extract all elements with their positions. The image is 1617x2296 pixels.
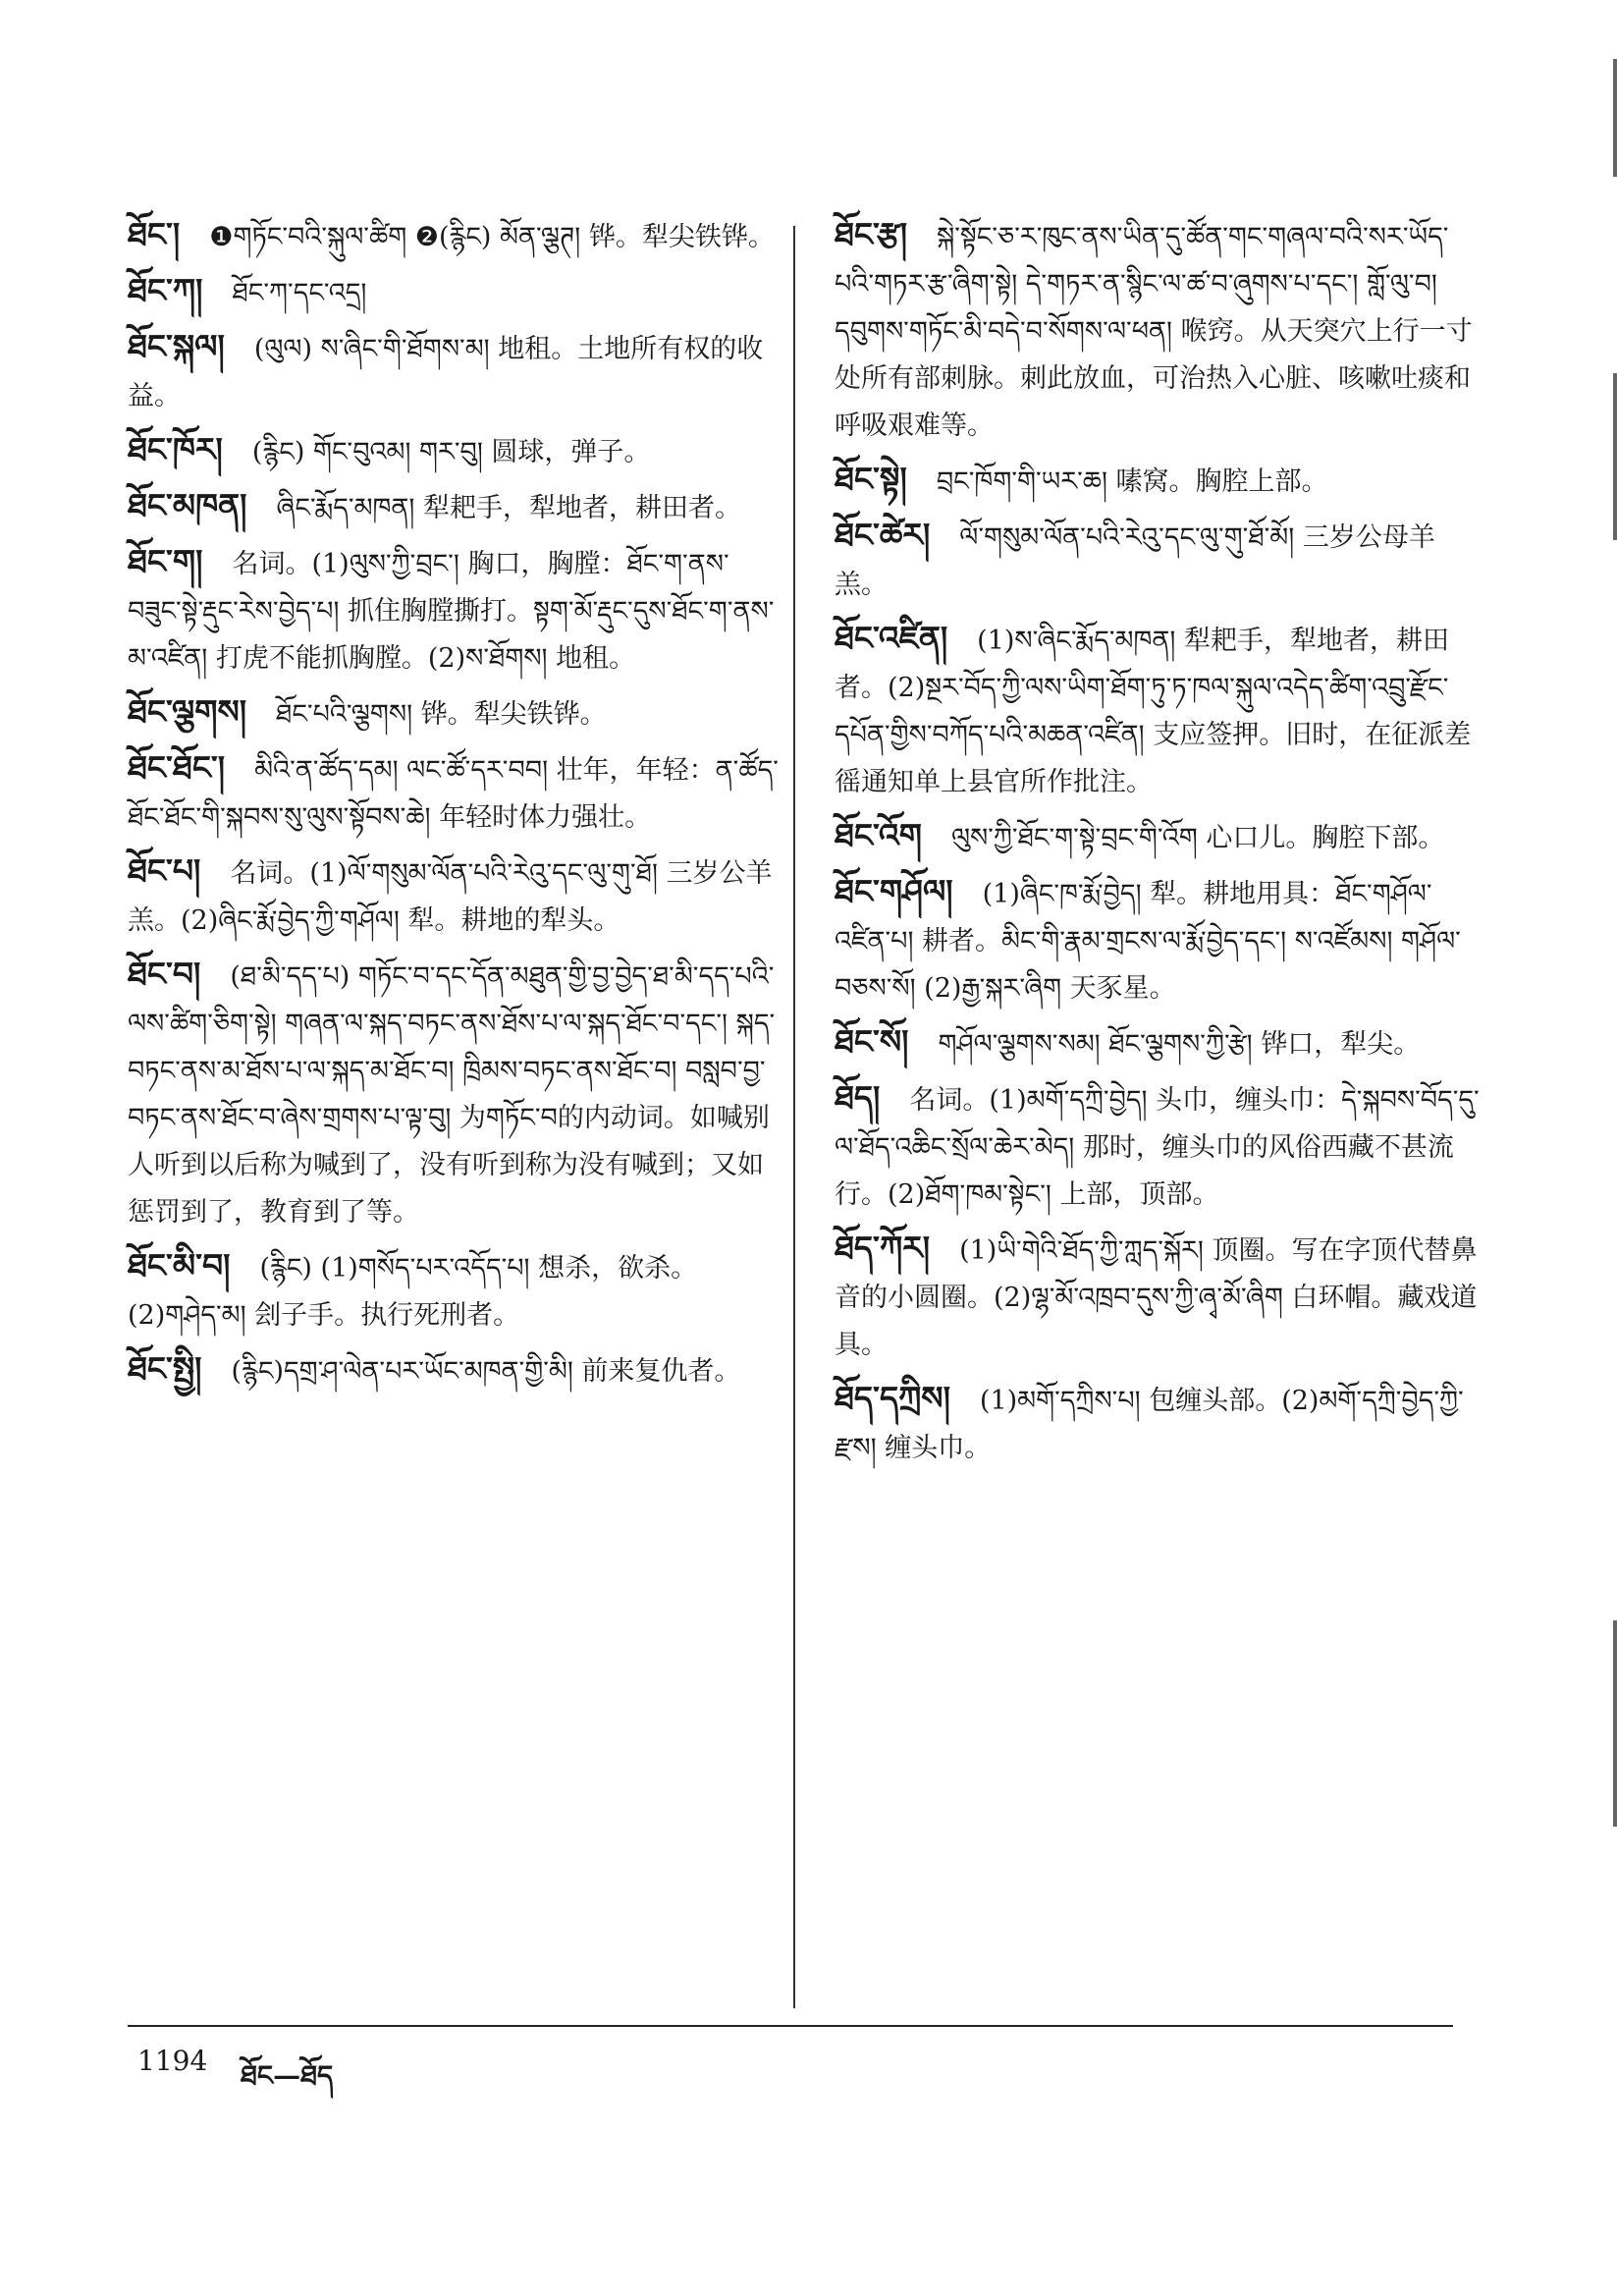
page-number: 1194 — [137, 2045, 208, 2077]
definition: (1)ཡི་གེའི་ཐོད་ཀྱི་ཀླད་སྐོར། 顶圈。写在字顶代替鼻音的小圆圈。(2)ལྷ་མོ་འཁྲབ་དུས་ཀྱི་ཞྭ་མོ་ཞིག 白环帽。藏戏道具。 — [835, 1235, 1478, 1360]
dictionary-entry — [835, 615, 1482, 806]
dictionary-entry — [128, 847, 781, 945]
dictionary-entry — [128, 1345, 781, 1395]
definition: (1)ཞིང་ཁ་རྨོ་བྱེད། 犁。耕地用具：ཐོང་གཤོལ་འཛིན་པ། 耕者。མིང་གི་རྣམ་གྲངས་ལ་རྨོ་བྱེད་དང་། ས་འཛོམས། གཤོལ་བཅས་སོ། (2)རྒྱ་སྐར་ཞིག 天豕星。 — [835, 879, 1461, 1004]
definition: (རྙིང) (1)གསོད་པར་འདོད་པ། 想杀，欲杀。(2)གཤེད་མ། 刽子手。执行死刑者。 — [128, 1253, 698, 1331]
definition: 名词。(1)ལོ་གསུམ་ལོན་པའི་རེའུ་དང་ལུ་གུ་ཐོ། 三岁公羊羔。(2)ཞིང་རྨོ་བྱེད་ཀྱི་གཤོལ། 犁。耕地的犁头。 — [128, 858, 773, 936]
footer-rule — [128, 2025, 1453, 2027]
definition: (ལུལ) ས་ཞིང་གི་ཐོགས་མ། 地租。土地所有权的收益。 — [128, 334, 764, 411]
dictionary-entry — [128, 744, 781, 842]
dictionary-entry — [835, 1074, 1482, 1219]
dictionary-entry — [128, 538, 781, 683]
scan-edge-mark — [1613, 1620, 1617, 1827]
dictionary-entry — [835, 512, 1482, 609]
headword: ཐོང་འཛིན། — [835, 619, 948, 657]
definition: (རྙིང) གོང་བུའམ། གར་བུ། 圆球，弹子。 — [251, 437, 651, 467]
dictionary-entry — [835, 456, 1482, 506]
scan-edge-mark — [1613, 373, 1617, 540]
headword: ཐོང་ཚེར། — [835, 516, 931, 554]
dictionary-entry — [128, 951, 781, 1236]
dictionary-entry — [128, 482, 781, 532]
headword: ཐོང་ལྕགས། — [128, 692, 247, 731]
dictionary-entry — [835, 812, 1482, 862]
definition: 名词。(1)མགོ་དཀྲི་བྱེད། 头巾，缠头巾：དེ་སྐབས་བོད་དུ་ལ་ཐོད་འཆིང་སྲོལ་ཆེར་མེད། 那时，缠头巾的风俗西藏不甚流行。(2)ཐོག་ཁམ་སྟེང་། 上部，顶部。 — [835, 1085, 1480, 1210]
definition: (རྙིང)དགྲ་ཤ་ལེན་པར་ཡོང་མཁན་གྱི་མི། 前来复仇者。 — [231, 1356, 741, 1387]
definition: ལུས་ཀྱི་ཐོང་ག་སྟེ་བྲང་གི་འོག 心口儿。胸腔下部。 — [950, 823, 1445, 853]
headword: ཐོང་། — [128, 215, 181, 253]
dictionary-entry — [835, 211, 1482, 450]
definition: (1)མགོ་དཀྲིས་པ། 包缠头部。(2)མགོ་དཀྲི་བྱེད་ཀྱི་རྫས། 缠头巾。 — [835, 1386, 1464, 1463]
dictionary-entry — [128, 267, 781, 317]
headword: ཐོང་རྩ། — [835, 215, 908, 253]
dictionary-entry — [835, 868, 1482, 1012]
headword: ཐོང་སོ། — [835, 1022, 909, 1061]
dictionary-entry — [128, 323, 781, 420]
definition: 名词。(1)ལུས་ཀྱི་བྲང་། 胸口，胸膛：ཐོང་ག་ནས་བཟུང་སྟེ་རྡུང་རེས་བྱེད་པ། 抓住胸膛撕打。སྟག་མོ་རྡུང་དུས་ཐོང་ག་ནས་མ་འཛིན། 打虎不能抓胸膛。(2)ས་ཐོགས། 地租。 — [128, 549, 775, 674]
dictionary-entry — [128, 688, 781, 738]
dictionary-entry — [128, 426, 781, 476]
dictionary-entry — [835, 1018, 1482, 1068]
definition: བྲང་ཁོག་གི་ཡར་ཆ། 嗉窝。胸腔上部。 — [936, 466, 1328, 497]
definition: ཐོང་པའི་ལྕགས། 铧。犁尖铁铧。 — [276, 699, 607, 730]
running-head: ཐོང—ཐོད — [241, 2059, 334, 2092]
definition: ཞིང་རྨོད་མཁན། 犁耙手，犁地者，耕田者。 — [276, 493, 742, 523]
headword: ཐོང་པ། — [128, 851, 201, 890]
scan-edge-mark — [1613, 59, 1617, 177]
definition: (ཐ་མི་དད་པ) གཏོང་བ་དང་དོན་མཐུན་གྱི་བྱ་བྱེད་ཐ་མི་དད་པའི་ལས་ཚིག་ཅིག་སྟེ། གཞན་ལ་སྐད་བཏང་ནས་ཐོས་པ་ལ་སྐད་ཐོང་བ་དང་། སྐད་བཏང་ནས་མ་ཐོས་པ་ལ་སྐད་མ་ཐོང་བ། ཁྲིམས་བཏང་ནས་ཐོང་བ། བསླབ་བྱ་བཏང་ནས་ཐོང་བ་ཞེས་གྲགས་པ་ལྟ་བུ། 为གཏོང་བ的内动词。如喊别人听到以后称为喊到了，没有听到称为没有喊到；又如惩罚到了，教育到了等。 — [128, 961, 776, 1228]
headword: ཐོད་དཀྲིས། — [835, 1379, 950, 1417]
definition: ཐོང་ཀ་དང་འདྲ། — [232, 278, 367, 308]
headword: ཐོང་སྤྱི། — [128, 1349, 202, 1388]
headword: ཐོང་ག། — [128, 542, 203, 580]
definition: ❶གཏོང་བའི་སྐུལ་ཚིག ❷(རྙིང) མོན་ལྕཊ། 铧。犁尖铁铧。 — [209, 222, 775, 252]
right-column — [835, 211, 1482, 1478]
definition: གཤོལ་ལྕགས་སམ། ཐོང་ལྕགས་ཀྱི་རྩེ། 铧口，犁尖。 — [938, 1029, 1421, 1060]
dictionary-entry — [835, 1225, 1482, 1369]
headword: ཐོང་བ། — [128, 955, 201, 993]
headword: ཐོང་ཁོར། — [128, 430, 223, 468]
left-column — [128, 211, 781, 1401]
headword: ཐོད། — [835, 1078, 881, 1117]
column-divider — [793, 226, 795, 2008]
headword: ཐོང་སྟེ། — [835, 460, 907, 498]
headword: ཐོང་གཤོལ། — [835, 872, 953, 910]
headword: ཐོང་སྐལ། — [128, 327, 225, 365]
headword: ཐོང་འོག — [835, 816, 922, 854]
dictionary-entry — [128, 1242, 781, 1339]
definition: སྐེ་སྟོང་ཅ་ར་ཁུང་ནས་ཡིན་དུ་ཚོན་གང་གཞལ་བའི་སར་ཡོད་པའི་གཏར་རྩ་ཞིག་སྟེ། དེ་གཏར་ན་སྙིང་ལ་ཚ་བ་ཞུགས་པ་དང་། གློ་ལུ་བ། དབུགས་གཏོང་མི་བདེ་བ་སོགས་ལ་ཕན། 喉窍。从天突穴上行一寸处所有部刺脉。刺此放血，可治热入心脏、咳嗽吐痰和呼吸艰难等。 — [835, 222, 1473, 441]
headword: ཐོད་ཀོར། — [835, 1229, 931, 1267]
headword: ཐོང་ཐོང་། — [128, 748, 226, 787]
dictionary-entry — [128, 211, 781, 261]
definition: མིའི་ན་ཚོད་དམ། ལང་ཚོ་དར་བབ། 壮年，年轻：ན་ཚོད་ཐོང་ཐོང་གི་སྐབས་སུ་ལུས་སྟོབས་ཆེ། 年轻时体力强壮。 — [128, 755, 779, 833]
headword: ཐོང་ཀ། — [128, 271, 203, 309]
definition: (1)ས་ཞིང་རྨོད་མཁན། 犁耙手，犁地者，耕田者。(2)སྔར་བོད་ཀྱི་ལས་ཡིག་ཐོག་ཏུ་ཏ་ཁལ་སྐུལ་འདེད་ཚིག་འབྲུ་རྫོང་དཔོན་གྱིས་བཀོད་པའི་མཆན་འཛིན། 支应签押。旧时，在征派差徭通知单上县官所作批注。 — [835, 626, 1472, 797]
definition: ལོ་གསུམ་ལོན་པའི་རེའུ་དང་ལུ་གུ་ཐོ་མོ། 三岁公母羊羔。 — [835, 522, 1435, 600]
headword: ཐོང་མཁན། — [128, 486, 247, 524]
headword: ཐོང་མི་བ། — [128, 1246, 231, 1285]
dictionary-entry — [835, 1375, 1482, 1472]
